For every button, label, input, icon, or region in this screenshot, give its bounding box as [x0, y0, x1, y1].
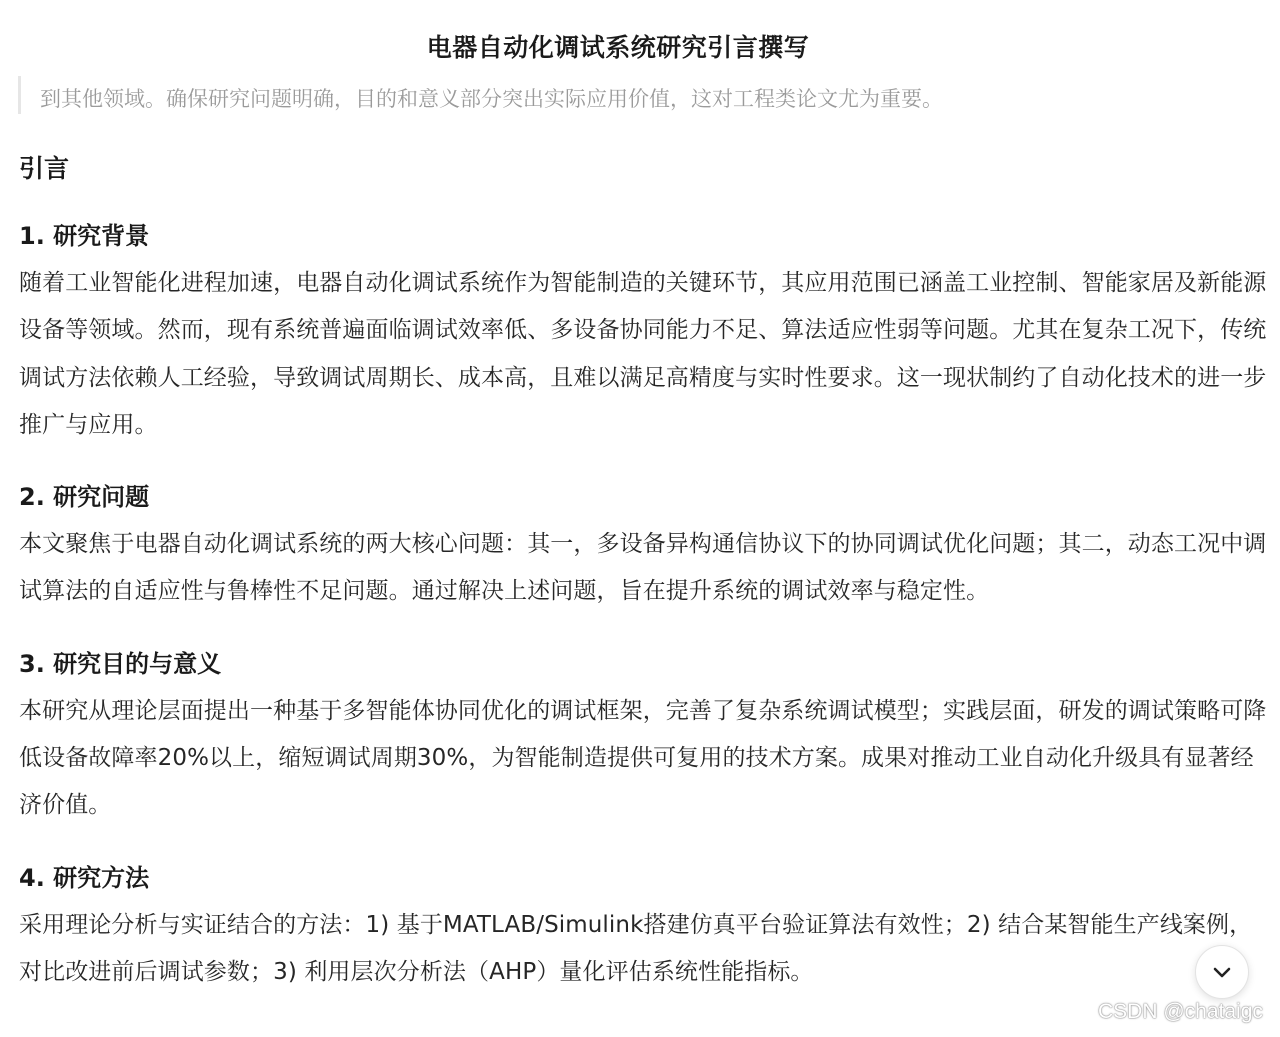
- section-heading: 4. 研究方法: [19, 863, 150, 892]
- page-title: 电器自动化调试系统研究引言撰写: [426, 33, 810, 62]
- section-body: 本研究从理论层面提出一种基于多智能体协同优化的调试框架，完善了复杂系统调试模型；实践层面，研发的调试策略可降低设备故障率20%以上，缩短调试周期30%，为智能制造提供可复用的技术方案。成果对推动工业自动化升级具有显著经济价值。: [19, 697, 1267, 819]
- section-heading: 3. 研究目的与意义: [19, 649, 222, 678]
- section-heading: 1. 研究背景: [19, 222, 150, 250]
- quote-block: 到其他领域。确保研究问题明确，目的和意义部分突出实际应用价值，这对工程类论文尤为重要。: [18, 76, 1258, 114]
- article-content: [19, 148, 1271, 996]
- section-heading: 2. 研究问题: [19, 483, 150, 512]
- watermark: CSDN @chataigc: [1098, 1000, 1263, 1023]
- section-problem: [19, 477, 1271, 616]
- scroll-to-bottom-button[interactable]: [1195, 945, 1249, 999]
- section-body: 采用理论分析与实证结合的方法：1) 基于MATLAB/Simulink搭建仿真平台验证算法有效性；2) 结合某智能生产线案例，对比改进前后调试参数；3) 利用层次分析法（AHP）量化评估系统性能指标。: [19, 911, 1253, 985]
- chevron-down-icon: [1210, 960, 1234, 984]
- section-method: [19, 858, 1271, 997]
- section-body: 本文聚焦于电器自动化调试系统的两大核心问题：其一，多设备异构通信协议下的协同调试优化问题；其二，动态工况中调试算法的自适应性与鲁棒性不足问题。通过解决上述问题，旨在提升系统的调试效率与稳定性。: [19, 531, 1267, 605]
- section-body: 随着工业智能化进程加速，电器自动化调试系统作为智能制造的关键环节，其应用范围已涵盖工业控制、智能家居及新能源设备等领域。然而，现有系统普遍面临调试效率低、多设备协同能力不足、算法适应性弱等问题。尤其在复杂工况下，传统调试方法依赖人工经验，导致调试周期长、成本高，且难以满足高精度与实时性要求。这一现状制约了自动化技术的进一步推广与应用。: [19, 270, 1267, 438]
- section-background: [19, 216, 1271, 449]
- article-heading: 引言: [19, 154, 70, 183]
- section-purpose: [19, 644, 1271, 830]
